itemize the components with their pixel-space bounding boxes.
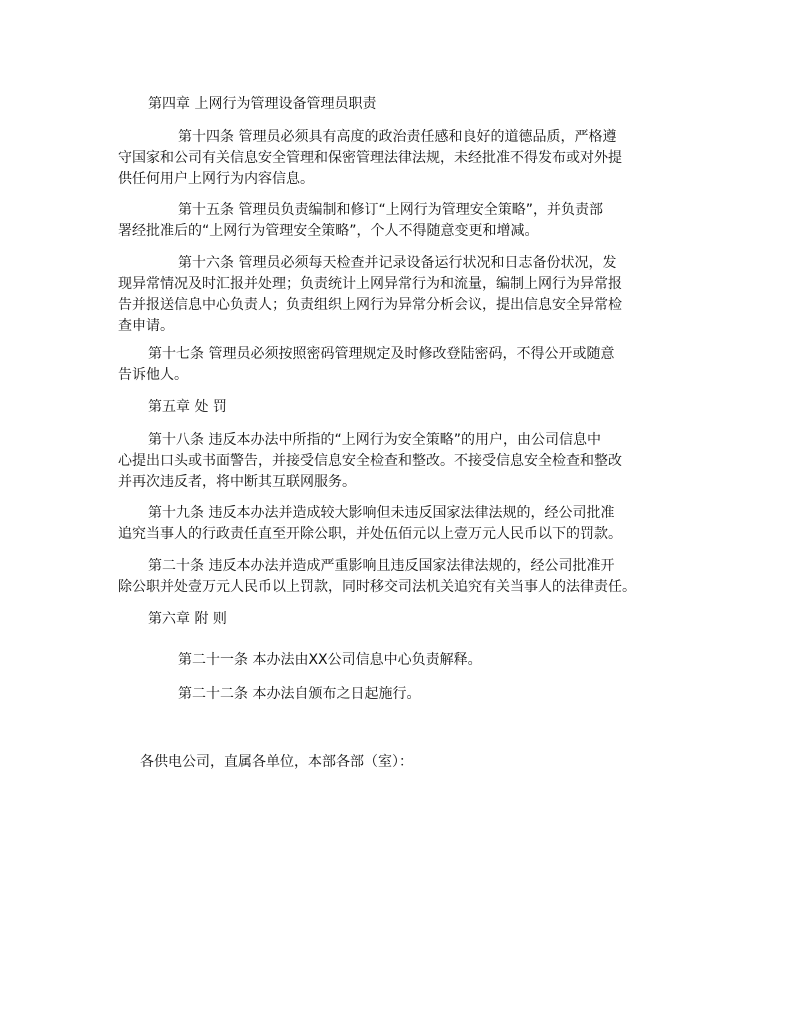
- article-16: [118, 253, 622, 337]
- article-14-line-2: 守国家和公司有关信息安全管理和保密管理法律法规，未经批准不得发布或对外提: [118, 150, 622, 166]
- article-18-line-1: 第十八条 违反本办法中所指的“上网行为安全策略”的用户，由公司信息中: [148, 432, 601, 448]
- article-20-line-1: 第二十条 违反本办法并造成严重影响且违反国家法律法规的，经公司批准开: [148, 558, 615, 574]
- article-20-line-2: 除公职并处壹万元人民币以上罚款，同时移交司法机关追究有关当事人的法律责任。: [118, 579, 636, 595]
- article-14-line-3: 供任何用户上网行为内容信息。: [118, 171, 314, 187]
- chapter-6-heading: 第六章 附 则: [148, 611, 227, 627]
- article-19-line-1: 第十九条 违反本办法并造成较大影响但未违反国家法律法规的，经公司批准: [148, 505, 615, 521]
- article-21: 第二十一条 本办法由XX公司信息中心负责解释。: [178, 652, 482, 668]
- article-16-line-2: 现异常情况及时汇报并处理；负责统计上网异常行为和流量，编制上网行为异常报: [118, 276, 622, 292]
- article-18-line-3: 并再次违反者，将中断其互联网服务。: [118, 474, 356, 490]
- article-22: 第二十二条 本办法自颁布之日起施行。: [178, 686, 421, 702]
- article-15-line-1: 第十五条 管理员负责编制和修订“上网行为管理安全策略”，并负责部: [178, 202, 603, 218]
- article-19: [118, 503, 622, 545]
- article-17-line-1: 第十七条 管理员必须按照密码管理规定及时修改登陆密码，不得公开或随意: [148, 346, 615, 362]
- article-20: [118, 556, 636, 598]
- article-16-line-3: 告并报送信息中心负责人；负责组织上网行为异常分析会议，提出信息安全异常检: [118, 297, 622, 313]
- article-14: [118, 127, 622, 190]
- article-14-line-1: 第十四条 管理员必须具有高度的政治责任感和良好的道德品质，严格遵: [178, 129, 617, 145]
- salutation: 各供电公司，直属各单位，本部各部（室）：: [140, 754, 413, 770]
- article-18-line-2: 心提出口头或书面警告，并接受信息安全检查和整改。不接受信息安全检查和整改: [118, 453, 622, 469]
- article-18: [118, 430, 622, 493]
- article-15-line-2: 署经批准后的“上网行为管理安全策略”，个人不得随意变更和增减。: [118, 223, 539, 239]
- article-17-line-2: 告诉他人。: [118, 367, 188, 383]
- article-15: [118, 200, 603, 242]
- chapter-5-heading: 第五章 处 罚: [148, 399, 227, 415]
- article-19-line-2: 追究当事人的行政责任直至开除公职，并处伍佰元以上壹万元人民币以下的罚款。: [118, 526, 622, 542]
- article-16-line-4: 查申请。: [118, 318, 174, 334]
- article-16-line-1: 第十六条 管理员必须每天检查并记录设备运行状况和日志备份状况，发: [178, 255, 617, 271]
- article-17: [118, 344, 614, 386]
- chapter-4-heading: 第四章 上网行为管理设备管理员职责: [148, 96, 377, 112]
